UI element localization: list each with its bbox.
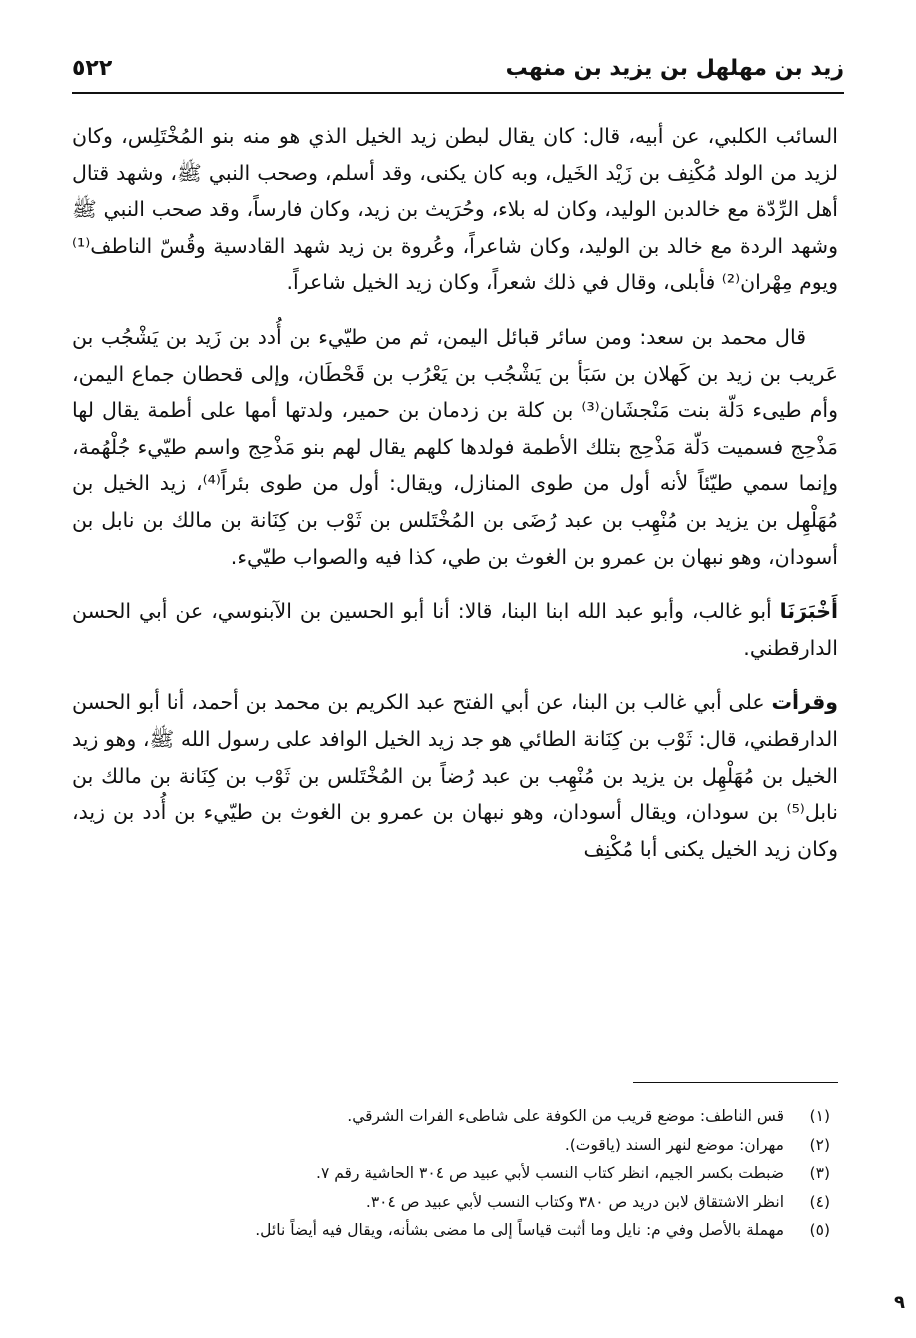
paragraph-text: قال محمد بن سعد: ومن سائر قبائل اليمن، ثم من طيّيء بن أُدد بن زَيد بن يَشْجُب بن عَريب بن زيد بن كَهلان بن سَبَأ بن يَشْجُب بن يَعْرُب بن قَحْطَان، وإلى قحطان جماع اليمن، وأم طيىء دَلّة بنت مَنْجشَان⁽³⁾ بن كلة بن زدمان بن حمير، ولدتها أمها على أطمة يقال لها مَذْحِج فسميت دَلّة مَذْحِج بتلك الأطمة فولدها كلهم يقال لهم بنو مَذْحِج واسم طيّيء جُلْهُمة، وإنما سمي طيّئاً لأنه أول من طوى المنازل، ويقال: أول من طوى بئراً⁽⁴⁾، زيد الخيل بن مُهَلْهِل بن يزيد بن مُنْهِب بن عبد رُضَى بن المُخْتَلس بن ثَوْب بن كِنَانة بن مالك بن نابل بن أسودان، وهو نبهان بن عمرو بن الغوث بن طي، كذا فيه والصواب طيّيء.: [72, 324, 839, 569]
footnotes: [72, 1102, 830, 1245]
footnote-number: (١): [809, 1107, 830, 1125]
paragraph-text: أبو غالب، وأبو عبد الله ابنا البنا، قالا: أنا أبو الحسين بن الآبنوسي، عن أبي الحسن الدارقطني.: [72, 599, 838, 660]
footnote-item: [72, 1102, 830, 1131]
footnote-item: [72, 1216, 830, 1245]
footnote-item: [72, 1131, 830, 1160]
footnote-text: ضبطت بكسر الجيم، انظر كتاب النسب لأبي عبيد ص ٣٠٤ الحاشية رقم ٧.: [316, 1164, 784, 1182]
footnote-text: قس الناطف: موضع قريب من الكوفة على شاطىء الفرات الشرقي.: [347, 1107, 784, 1125]
paragraph-lead-word: وقرأت: [771, 690, 838, 715]
footnote-text: انظر الاشتقاق لابن دريد ص ٣٨٠ وكتاب النسب لأبي عبيد ص ٣٠٤.: [365, 1192, 784, 1211]
footnote-number: (٣): [809, 1164, 830, 1182]
footnote-item: [72, 1188, 830, 1217]
paragraph: [72, 684, 838, 867]
paragraph: [72, 319, 838, 575]
paragraph-lead-word: أَخْبَرَنَا: [779, 599, 838, 624]
footnote-text: مهملة بالأصل وفي م: نايل وما أثبت قياساً إلى ما مضى بشأنه، ويقال فيه أيضاً نائل.: [255, 1221, 784, 1239]
main-text: [72, 118, 838, 885]
paragraph-text: السائب الكلبي، عن أبيه، قال: كان يقال لبطن زيد الخيل الذي هو منه بنو المُخْتَلِس، وكان لزيد من الولد مُكْنِف بن زَيْد الخَيل، وبه كان يكنى، وقد أسلم، وصحب النبي ﷺ، وشهد قتال أهل الرِّدّة مع خالدبن الوليد، وكان له بلاء، وحُرَيث بن زيد، وكان فارساً، وقد صحب النبي ﷺ وشهد الردة مع خالد بن الوليد، وكان شاعراً، وعُروة بن زيد شهد القادسية وقُسّ الناطف⁽¹⁾ ويوم مِهْران⁽²⁾ فأبلى، وقال في ذلك شعراً، وكان زيد الخيل شاعراً.: [72, 124, 838, 295]
paragraph: [72, 593, 838, 666]
footnote-number: (٢): [809, 1135, 830, 1154]
footnote-separator: [633, 1082, 838, 1083]
page-number: ٥٢٢: [72, 55, 113, 81]
footnote-item: [72, 1159, 830, 1188]
footnote-number: (٤): [809, 1192, 830, 1211]
paragraph: [72, 118, 838, 301]
running-title: زيد بن مهلهل بن يزيد بن منهب: [505, 55, 844, 81]
signature-mark: ٩: [894, 1292, 905, 1313]
footnote-number: (٥): [809, 1221, 830, 1239]
paragraph-text: على أبي غالب بن البنا، عن أبي الفتح عبد الكريم بن محمد بن أحمد، أنا أبو الحسن الدارقطني، قال: ثَوْب بن كِنَانة الطائي هو جد زيد الخيل الوافد على رسول الله ﷺ، وهو زيد الخيل بن مُهَلْهِل بن يزيد بن مُنْهِب بن عبد رُضاً بن المُخْتَلس بن ثَوْب بن كِنَانة بن مالك بن نابل⁽⁵⁾ بن سودان، ويقال أسودان، وهو نبهان بن عمرو بن الغوث بن طيّيء بن أُدد بن زيد، وكان زيد الخيل يكنى أبا مُكْنِف: [72, 690, 838, 861]
page-header: [72, 44, 844, 94]
footnote-text: مهران: موضع لنهر السند (ياقوت).: [564, 1135, 784, 1154]
